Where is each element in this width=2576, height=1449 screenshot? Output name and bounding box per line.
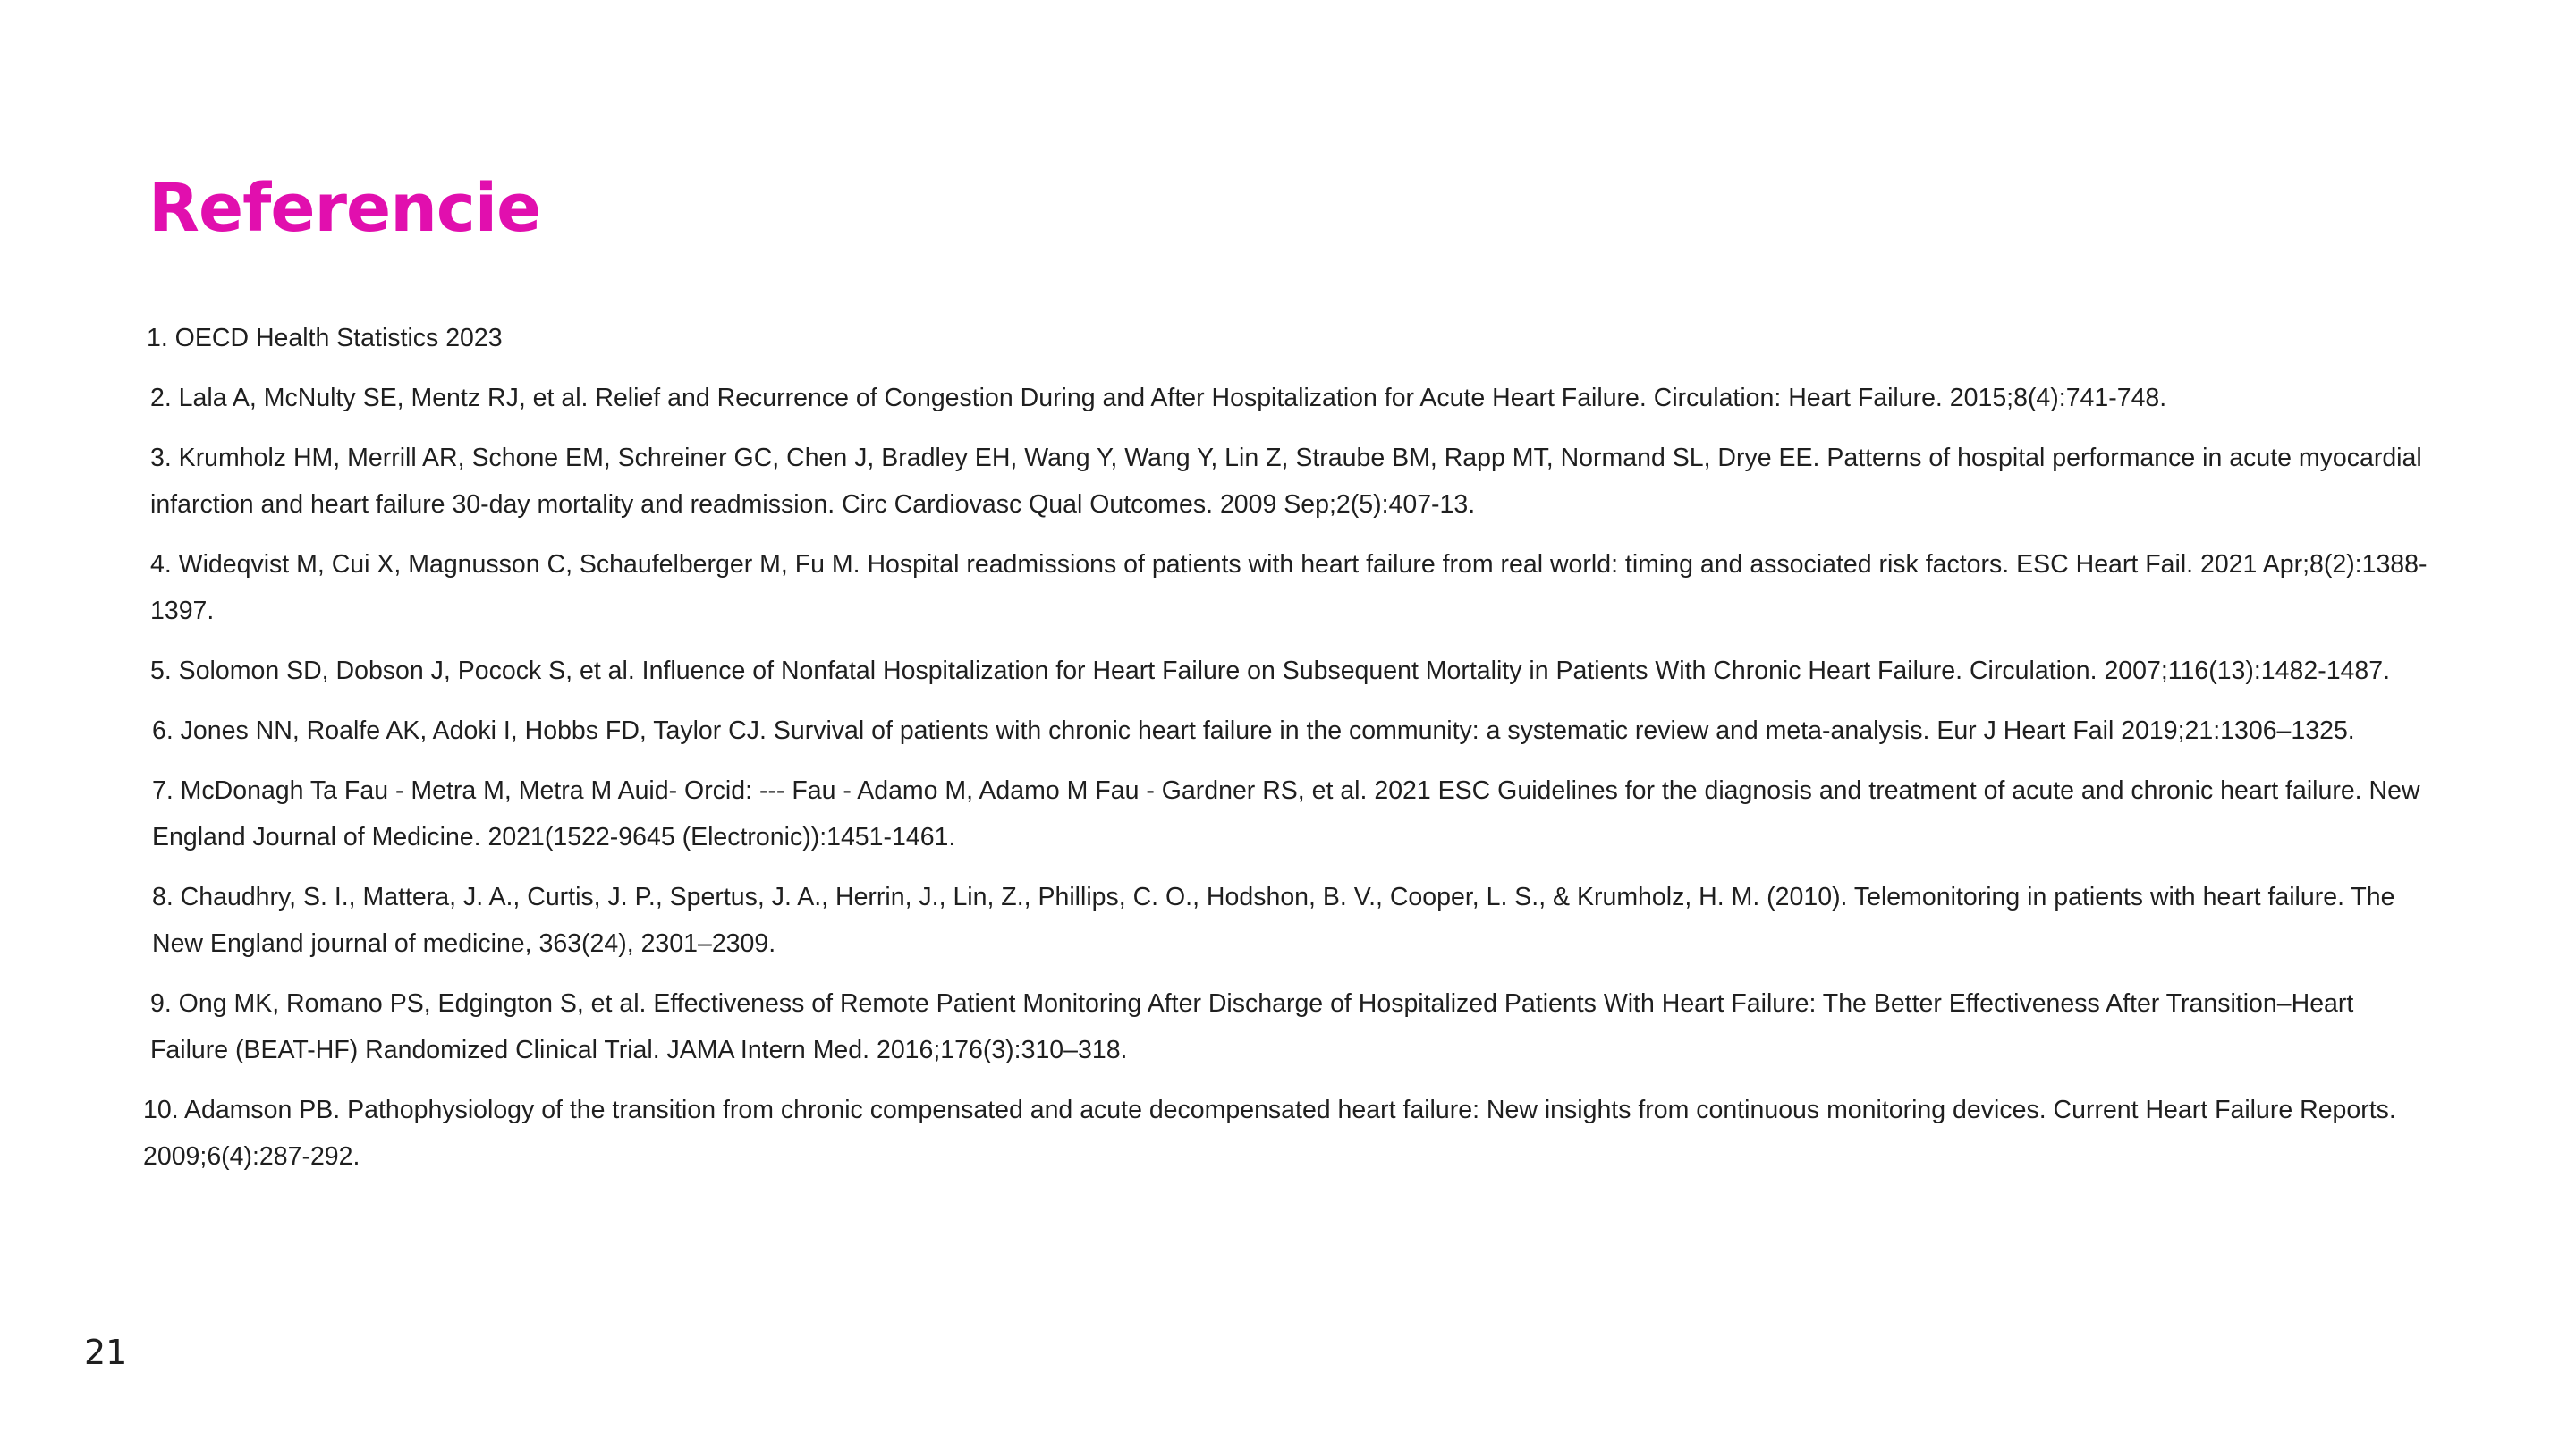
page-number: 21 xyxy=(84,1333,128,1372)
reference-item-10: 10. Adamson PB. Pathophysiology of the transition from chronic compensated and acute decompensated heart failure: New insights from continuous monitoring devices. Current Heart Failure Reports. 2009;6(4):287-292. xyxy=(143,1096,2396,1171)
reference-item-4: 4. Wideqvist M, Cui X, Magnusson C, Schaufelberger M, Fu M. Hospital readmissions of patients with heart failure from real world: timing and associated risk factors. ESC Heart Fail. 2021 Apr;8(2):1388-1397. xyxy=(150,550,2428,625)
reference-item-2: 2. Lala A, McNulty SE, Mentz RJ, et al. Relief and Recurrence of Congestion During and After Hospitalization for Acute Heart Failure. Circulation: Heart Failure. 2015;8(4):741-748. xyxy=(150,384,2167,412)
reference-item-7: 7. McDonagh Ta Fau - Metra M, Metra M Auid- Orcid: --- Fau - Adamo M, Adamo M Fau - Gardner RS, et al. 2021 ESC Guidelines for the diagnosis and treatment of acute and chronic heart failure. New England Journal of Medicine. 2021(1522-9645 (Electronic)):1451-1461. xyxy=(152,776,2420,852)
reference-item-6: 6. Jones NN, Roalfe AK, Adoki I, Hobbs FD, Taylor CJ. Survival of patients with chronic heart failure in the community: a systematic review and meta‐analysis. Eur J Heart Fail 2019;21:1306–1325. xyxy=(152,716,2355,745)
reference-list xyxy=(143,315,2436,1193)
slide-title: Referencie xyxy=(148,170,541,247)
reference-item-5: 5. Solomon SD, Dobson J, Pocock S, et al. Influence of Nonfatal Hospitalization for Heart Failure on Subsequent Mortality in Patients With Chronic Heart Failure. Circulation. 2007;116(13):1482-1487. xyxy=(150,657,2391,685)
reference-item-8: 8. Chaudhry, S. I., Mattera, J. A., Curtis, J. P., Spertus, J. A., Herrin, J., Lin, Z., Phillips, C. O., Hodshon, B. V., Cooper, L. S., & Krumholz, H. M. (2010). Telemonitoring in patients with heart failure. The New England journal of medicine, 363(24), 2301–2309. xyxy=(152,883,2395,958)
reference-item-9: 9. Ong MK, Romano PS, Edgington S, et al. Effectiveness of Remote Patient Monitoring After Discharge of Hospitalized Patients With Heart Failure: The Better Effectiveness After Transition–Heart Failure (BEAT-HF) Randomized Clinical Trial. JAMA Intern Med. 2016;176(3):310–318. xyxy=(150,989,2354,1064)
reference-item-3: 3. Krumholz HM, Merrill AR, Schone EM, Schreiner GC, Chen J, Bradley EH, Wang Y, Wang Y, Lin Z, Straube BM, Rapp MT, Normand SL, Drye EE. Patterns of hospital performance in acute myocardial infarction and heart failure 30-day mortality and readmission. Circ Cardiovasc Qual Outcomes. 2009 Sep;2(5):407-13. xyxy=(150,444,2422,519)
reference-item-1: 1. OECD Health Statistics 2023 xyxy=(147,324,503,352)
